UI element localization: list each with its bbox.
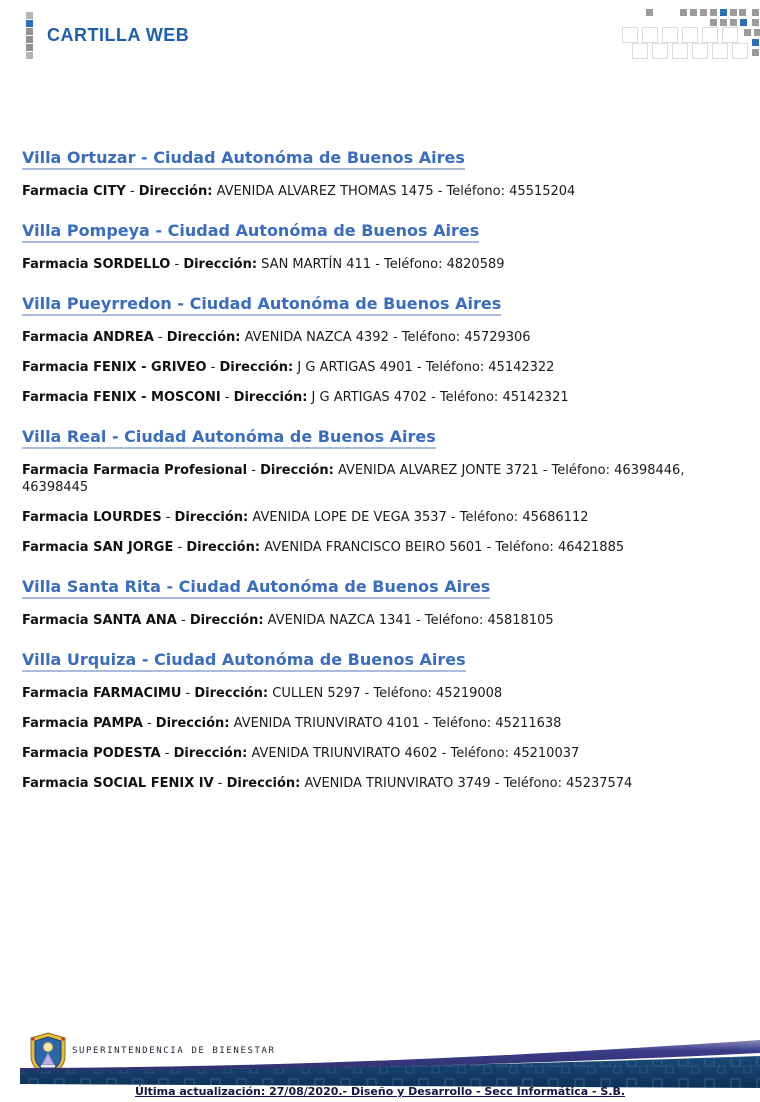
- address-label: Dirección:: [174, 510, 249, 525]
- pharmacy-address: J G ARTIGAS 4702 -: [307, 390, 440, 405]
- pharmacy-phone: 45142322: [484, 360, 555, 375]
- phone-label: Teléfono:: [503, 776, 563, 791]
- pharmacy-entry: [22, 745, 738, 762]
- last-update-note: Última actualización: 27/08/2020.- Diseño y Desarrollo - Secc Informática - S.B.: [134, 1085, 626, 1098]
- separator: -: [206, 360, 220, 375]
- neighborhood-heading-link[interactable]: Villa Real - Ciudad Autonóma de Buenos Aires: [22, 427, 436, 449]
- phone-label: Teléfono:: [401, 330, 461, 345]
- address-label: Dirección:: [186, 540, 261, 555]
- pharmacy-entry: [22, 329, 738, 346]
- pharmacy-name: Farmacia Farmacia Profesional: [22, 463, 248, 478]
- pharmacy-name: Farmacia SANTA ANA: [22, 613, 177, 628]
- pharmacy-directory: [22, 127, 738, 792]
- neighborhood-heading-link[interactable]: Villa Pueyrredon - Ciudad Autonóma de Buenos Aires: [22, 294, 501, 316]
- pharmacy-phone: 45237574: [562, 776, 633, 791]
- squares-stack-icon: [26, 12, 33, 59]
- pharmacy-entry: [22, 462, 738, 496]
- neighborhood-section: [22, 643, 738, 792]
- neighborhood-heading-link[interactable]: Villa Ortuzar - Ciudad Autonóma de Buenos Aires: [22, 148, 465, 170]
- pharmacy-name: Farmacia SOCIAL FENIX IV: [22, 776, 214, 791]
- pharmacy-phone: 45219008: [431, 686, 503, 701]
- address-label: Dirección:: [173, 746, 248, 761]
- pharmacy-address: AVENIDA TRIUNVIRATO 4602 -: [247, 746, 451, 761]
- pharmacy-name: Farmacia PODESTA: [22, 746, 161, 761]
- separator: -: [170, 257, 184, 272]
- pharmacy-entry: [22, 359, 738, 376]
- pharmacy-entry: [22, 775, 738, 792]
- pharmacy-phone: 45729306: [460, 330, 531, 345]
- section-heading: [22, 420, 738, 449]
- section-heading: [22, 214, 738, 243]
- app-logo: [26, 12, 189, 59]
- address-label: Dirección:: [189, 613, 264, 628]
- section-heading: [22, 141, 738, 170]
- pharmacy-name: Farmacia SAN JORGE: [22, 540, 174, 555]
- pharmacy-address: CULLEN 5297 -: [268, 686, 374, 701]
- separator: -: [247, 463, 261, 478]
- separator: -: [161, 510, 175, 525]
- neighborhood-section: [22, 141, 738, 200]
- pharmacy-address: AVENIDA ALVAREZ THOMAS 1475 -: [212, 184, 447, 199]
- pharmacy-address: J G ARTIGAS 4901 -: [293, 360, 426, 375]
- pharmacy-phone: 45818105: [483, 613, 554, 628]
- address-label: Dirección:: [226, 776, 301, 791]
- pharmacy-entry: [22, 685, 738, 702]
- pharmacy-entry: [22, 389, 738, 406]
- pharmacy-address: AVENIDA ALVAREZ JONTE 3721 -: [333, 463, 552, 478]
- phone-label: Teléfono:: [373, 686, 432, 701]
- separator: -: [176, 613, 190, 628]
- pharmacy-phone: 46398446, 46398445: [22, 463, 685, 495]
- address-label: Dirección:: [155, 716, 230, 731]
- phone-label: Teléfono:: [450, 746, 509, 761]
- pharmacy-phone: 45515204: [505, 184, 576, 199]
- pharmacy-name: Farmacia FENIX - GRIVEO: [22, 360, 207, 375]
- address-label: Dirección:: [233, 390, 308, 405]
- separator: -: [213, 776, 227, 791]
- pharmacy-entry: [22, 509, 738, 526]
- pharmacy-address: SAN MARTÍN 411 -: [257, 257, 385, 272]
- address-label: Dirección:: [183, 257, 258, 272]
- pharmacy-entry: [22, 183, 738, 200]
- address-label: Dirección:: [219, 360, 294, 375]
- pharmacy-phone: 45686112: [518, 510, 589, 525]
- pharmacy-address: AVENIDA NAZCA 4392 -: [240, 330, 402, 345]
- pharmacy-address: AVENIDA TRIUNVIRATO 3749 -: [300, 776, 504, 791]
- pharmacy-name: Farmacia SORDELLO: [22, 257, 171, 272]
- neighborhood-section: [22, 214, 738, 273]
- separator: -: [153, 330, 167, 345]
- pharmacy-address: AVENIDA NAZCA 1341 -: [263, 613, 425, 628]
- phone-label: Teléfono:: [425, 360, 485, 375]
- neighborhood-section: [22, 420, 738, 556]
- pharmacy-name: Farmacia CITY: [22, 184, 126, 199]
- separator: -: [160, 746, 174, 761]
- neighborhood-section: [22, 287, 738, 406]
- pharmacy-name: Farmacia ANDREA: [22, 330, 154, 345]
- pharmacy-phone: 45211638: [491, 716, 562, 731]
- section-heading: [22, 287, 738, 316]
- section-heading: [22, 570, 738, 599]
- neighborhood-heading-link[interactable]: Villa Pompeya - Ciudad Autonóma de Buenos Aires: [22, 221, 479, 243]
- address-label: Dirección:: [166, 330, 241, 345]
- pharmacy-phone: 45142321: [498, 390, 569, 405]
- pharmacy-address: AVENIDA LOPE DE VEGA 3537 -: [248, 510, 460, 525]
- phone-label: Teléfono:: [459, 510, 519, 525]
- phone-label: Teléfono:: [446, 184, 506, 199]
- pharmacy-name: Farmacia PAMPA: [22, 716, 143, 731]
- pharmacy-name: Farmacia FENIX - MOSCONI: [22, 390, 221, 405]
- pharmacy-items: [22, 183, 738, 200]
- pharmacy-phone: 46421885: [553, 540, 625, 555]
- app-title: CARTILLA WEB: [47, 25, 190, 45]
- separator: -: [173, 540, 187, 555]
- neighborhood-heading-link[interactable]: Villa Santa Rita - Ciudad Autonóma de Buenos Aires: [22, 577, 490, 599]
- phone-label: Teléfono:: [551, 463, 611, 478]
- pharmacy-items: [22, 256, 738, 273]
- pharmacy-entry: [22, 539, 738, 556]
- pharmacy-name: Farmacia LOURDES: [22, 510, 162, 525]
- separator: -: [125, 184, 139, 199]
- pharmacy-entry: [22, 256, 738, 273]
- pharmacy-entry: [22, 715, 738, 732]
- pharmacy-address: AVENIDA TRIUNVIRATO 4101 -: [229, 716, 433, 731]
- organization-name: SUPERINTENDENCIA DE BIENESTAR: [72, 1046, 276, 1056]
- neighborhood-section: [22, 570, 738, 629]
- address-label: Dirección:: [260, 463, 334, 478]
- phone-label: Teléfono:: [495, 540, 554, 555]
- pharmacy-phone: 45210037: [508, 746, 580, 761]
- phone-label: Teléfono:: [432, 716, 492, 731]
- phone-label: Teléfono:: [384, 257, 443, 272]
- pharmacy-address: AVENIDA FRANCISCO BEIRO 5601 -: [260, 540, 496, 555]
- phone-label: Teléfono:: [439, 390, 499, 405]
- pharmacy-name: Farmacia FARMACIMU: [22, 686, 182, 701]
- neighborhood-heading-link[interactable]: Villa Urquiza - Ciudad Autonóma de Buenos Aires: [22, 650, 466, 672]
- separator: -: [142, 716, 156, 731]
- footer-swoosh-decoration: [0, 1032, 760, 1092]
- separator: -: [220, 390, 234, 405]
- pharmacy-phone: 4820589: [442, 257, 505, 272]
- mosaic-squares-icon: [560, 0, 760, 60]
- pharmacy-items: [22, 462, 738, 556]
- address-label: Dirección:: [194, 686, 269, 701]
- address-label: Dirección:: [138, 184, 213, 199]
- pharmacy-entry: [22, 612, 738, 629]
- pharmacy-items: [22, 329, 738, 406]
- separator: -: [181, 686, 195, 701]
- section-heading: [22, 643, 738, 672]
- pharmacy-items: [22, 612, 738, 629]
- header: [0, 0, 760, 60]
- phone-label: Teléfono:: [424, 613, 484, 628]
- pharmacy-items: [22, 685, 738, 792]
